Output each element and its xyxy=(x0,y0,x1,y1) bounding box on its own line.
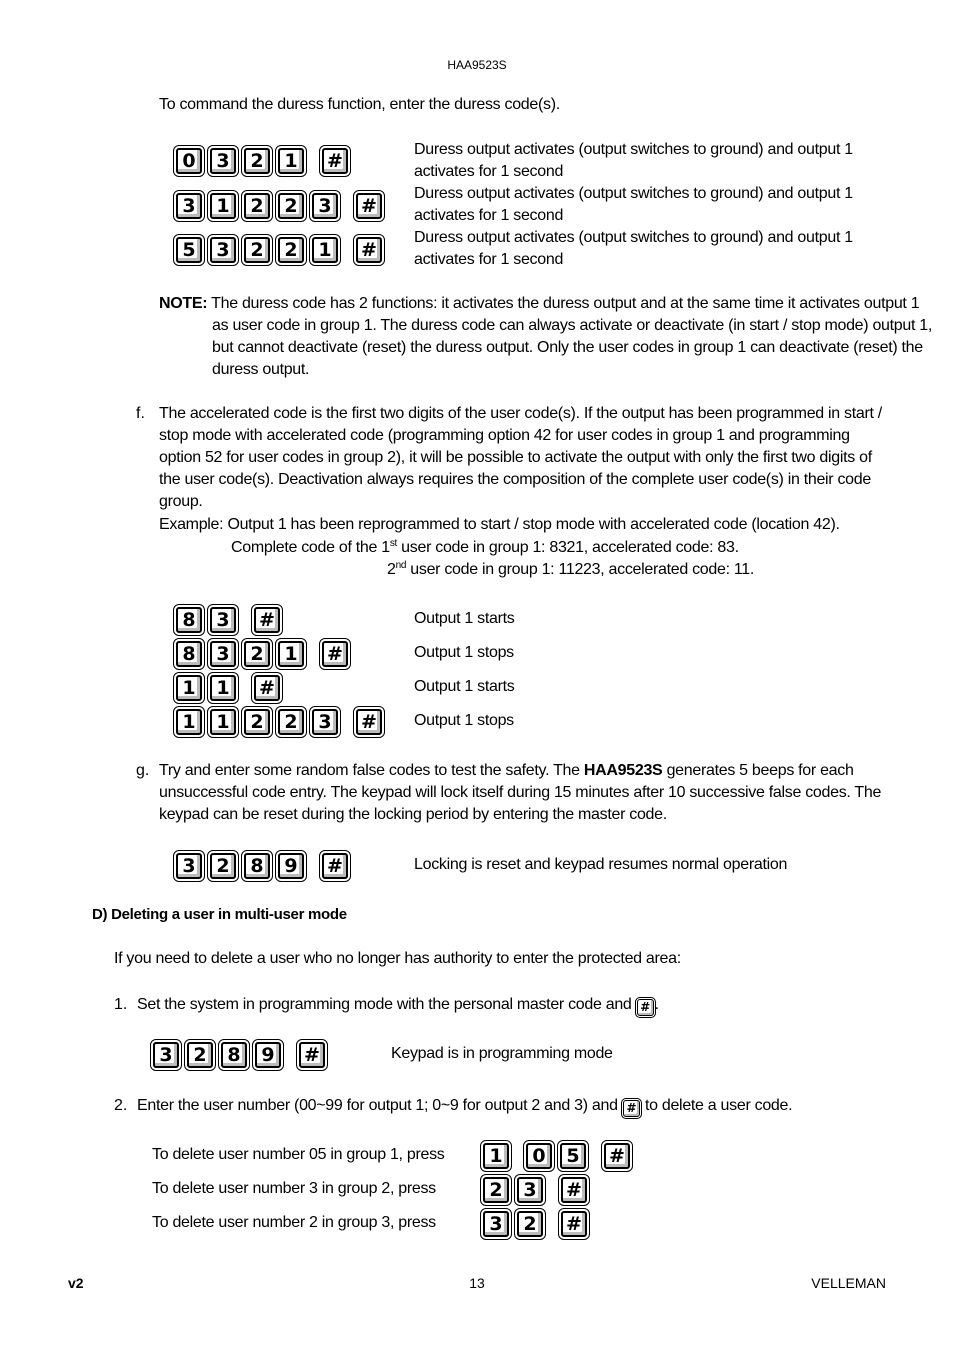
key-1: 1 xyxy=(278,148,304,174)
key-hash: # xyxy=(254,675,280,701)
footer-brand: VELLEMAN xyxy=(811,1275,886,1291)
duress-intro: To command the duress function, enter the duress code(s). xyxy=(159,96,560,113)
key-8: 8 xyxy=(176,641,202,667)
key-1: 1 xyxy=(278,641,304,667)
section-d-intro: If you need to delete a user who no longer has authority to enter the protected area: xyxy=(114,950,681,967)
key-2: 2 xyxy=(187,1042,213,1068)
key-3: 3 xyxy=(483,1211,509,1237)
delete-row-1-keys xyxy=(483,1143,638,1169)
key-9: 9 xyxy=(278,853,304,879)
key-2: 2 xyxy=(278,709,304,735)
prog-row-desc: Keypad is in programming mode xyxy=(391,1045,613,1062)
key-hash: # xyxy=(356,193,382,219)
reset-row-desc: Locking is reset and keypad resumes normal operation xyxy=(414,856,788,873)
step-1-end: . xyxy=(654,996,659,1013)
key-1: 1 xyxy=(210,709,236,735)
example-line1-pre: Complete code of the 1 xyxy=(231,539,390,556)
key-3: 3 xyxy=(210,607,236,633)
key-2: 2 xyxy=(278,193,304,219)
key-2: 2 xyxy=(483,1177,509,1203)
accel-row-1-desc: Output 1 starts xyxy=(414,610,515,627)
delete-row-3-label: To delete user number 2 in group 3, press xyxy=(152,1214,436,1231)
example-line1-post: user code in group 1: 8321, accelerated code: 83. xyxy=(397,539,739,556)
key-8: 8 xyxy=(221,1042,247,1068)
key-hash: # xyxy=(356,709,382,735)
duress-row-1-line2: activates for 1 second xyxy=(414,163,564,180)
example-line2-pre: 2 xyxy=(387,561,396,578)
key-1: 1 xyxy=(176,709,202,735)
prog-row-keys xyxy=(153,1042,333,1068)
reset-row-keys xyxy=(176,853,356,879)
key-2: 2 xyxy=(244,193,270,219)
delete-row-2-keys xyxy=(483,1177,595,1203)
key-hash: # xyxy=(561,1177,587,1203)
item-f-example-line1 xyxy=(231,537,739,559)
accel-row-3-keys xyxy=(176,675,288,701)
item-g-marker: g. xyxy=(136,762,150,779)
duress-row-3-keys xyxy=(176,237,390,263)
example-line2-post: user code in group 1: 11223, accelerated code: 11. xyxy=(406,561,755,578)
step-2-post: to delete a user code. xyxy=(640,1097,793,1114)
delete-row-1-label: To delete user number 05 in group 1, press xyxy=(152,1146,445,1163)
key-5: 5 xyxy=(560,1143,586,1169)
key-hash: # xyxy=(322,148,348,174)
example-line1-sup: st xyxy=(389,538,398,549)
delete-row-2-label: To delete user number 3 in group 2, press xyxy=(152,1180,436,1197)
key-8: 8 xyxy=(244,853,270,879)
key-0: 0 xyxy=(176,148,202,174)
duress-row-2-keys xyxy=(176,193,390,219)
item-g-text-post: generates 5 beeps for each unsuccessful code entry. The keypad will lock itself during 15 minutes after 10 successive false codes. The keypad can be reset during the locking period by entering the master code. xyxy=(159,762,882,823)
key-hash: # xyxy=(561,1211,587,1237)
key-1: 1 xyxy=(483,1143,509,1169)
key-hash: # xyxy=(322,641,348,667)
duress-row-2-desc xyxy=(414,183,853,227)
key-2: 2 xyxy=(244,641,270,667)
duress-row-1-keys xyxy=(176,148,356,174)
item-f-example: Example: Output 1 has been reprogrammed to start / stop mode with accelerated code (location 42). xyxy=(159,516,840,533)
example-line2-sup: nd xyxy=(395,560,407,571)
key-5: 5 xyxy=(176,237,202,263)
section-d-heading: D) Deleting a user in multi-user mode xyxy=(92,906,347,923)
key-3: 3 xyxy=(210,641,236,667)
accel-row-4-keys xyxy=(176,709,390,735)
note-paragraph xyxy=(159,293,937,381)
footer-page-number: 13 xyxy=(469,1275,485,1291)
key-1: 1 xyxy=(176,675,202,701)
duress-row-2-line1: Duress output activates (output switches to ground) and output 1 xyxy=(414,185,853,202)
step-2-text xyxy=(137,1095,792,1117)
key-3: 3 xyxy=(210,237,236,263)
key-2: 2 xyxy=(517,1211,543,1237)
key-1: 1 xyxy=(210,675,236,701)
key-0: 0 xyxy=(526,1143,552,1169)
step-1-marker: 1. xyxy=(114,996,128,1013)
item-f-text: The accelerated code is the first two digits of the user code(s). If the output has been programmed in start / stop mode with accelerated code (programming option 42 for user codes in group 1 and programming option 52 for user codes in group 2), it will be possible to activate the output with only the first two digits of the user code(s). Deactivation always requires the composition of the complete user code(s) in their code group. xyxy=(159,405,882,510)
duress-row-1-desc xyxy=(414,139,853,183)
note-label: NOTE: xyxy=(159,295,208,312)
step-2-marker: 2. xyxy=(114,1097,128,1114)
duress-row-3-desc xyxy=(414,227,853,271)
note-text: The duress code has 2 functions: it activates the duress output and at the same time it activates output 1 as user code in group 1. The duress code can always activate or deactivate (in start / stop mode) output 1, but cannot deactivate (reset) the duress output. Only the user codes in group 1 can deactivate (reset) the duress output. xyxy=(211,295,933,378)
key-8: 8 xyxy=(176,607,202,633)
key-3: 3 xyxy=(312,193,338,219)
key-hash: # xyxy=(604,1143,630,1169)
key-3: 3 xyxy=(517,1177,543,1203)
item-g-text-pre: Try and enter some random false codes to test the safety. The xyxy=(159,762,584,779)
accel-row-3-desc: Output 1 starts xyxy=(414,678,515,695)
step-2-pre: Enter the user number (00~99 for output 1; 0~9 for output 2 and 3) and xyxy=(137,1097,622,1114)
page-header: HAA9523S xyxy=(447,58,507,72)
key-hash: # xyxy=(254,607,280,633)
key-hash: # xyxy=(356,237,382,263)
footer-version: v2 xyxy=(68,1275,84,1291)
duress-row-3-line1: Duress output activates (output switches to ground) and output 1 xyxy=(414,229,853,246)
delete-row-3-keys xyxy=(483,1211,595,1237)
key-1: 1 xyxy=(312,237,338,263)
duress-row-2-line2: activates for 1 second xyxy=(414,207,564,224)
key-3: 3 xyxy=(210,148,236,174)
item-f-marker: f. xyxy=(136,405,145,422)
key-2: 2 xyxy=(244,237,270,263)
accel-row-2-keys xyxy=(176,641,356,667)
key-hash: # xyxy=(299,1042,325,1068)
key-2: 2 xyxy=(210,853,236,879)
key-hash-inline: # xyxy=(637,999,654,1016)
duress-row-1-line1: Duress output activates (output switches to ground) and output 1 xyxy=(414,141,853,158)
key-3: 3 xyxy=(312,709,338,735)
key-3: 3 xyxy=(176,193,202,219)
key-2: 2 xyxy=(278,237,304,263)
key-2: 2 xyxy=(244,709,270,735)
accel-row-4-desc: Output 1 stops xyxy=(414,712,514,729)
key-3: 3 xyxy=(176,853,202,879)
item-g-text xyxy=(159,760,884,826)
duress-row-3-line2: activates for 1 second xyxy=(414,251,564,268)
accel-row-1-keys xyxy=(176,607,288,633)
item-f-example-line2 xyxy=(387,559,754,581)
key-hash: # xyxy=(322,853,348,879)
step-1-body: Set the system in programming mode with the personal master code and xyxy=(137,996,636,1013)
key-2: 2 xyxy=(244,148,270,174)
key-3: 3 xyxy=(153,1042,179,1068)
item-g-product: HAA9523S xyxy=(583,762,663,779)
key-9: 9 xyxy=(255,1042,281,1068)
accel-row-2-desc: Output 1 stops xyxy=(414,644,514,661)
key-hash-inline: # xyxy=(623,1100,640,1117)
key-1: 1 xyxy=(210,193,236,219)
step-1-text xyxy=(137,994,659,1016)
